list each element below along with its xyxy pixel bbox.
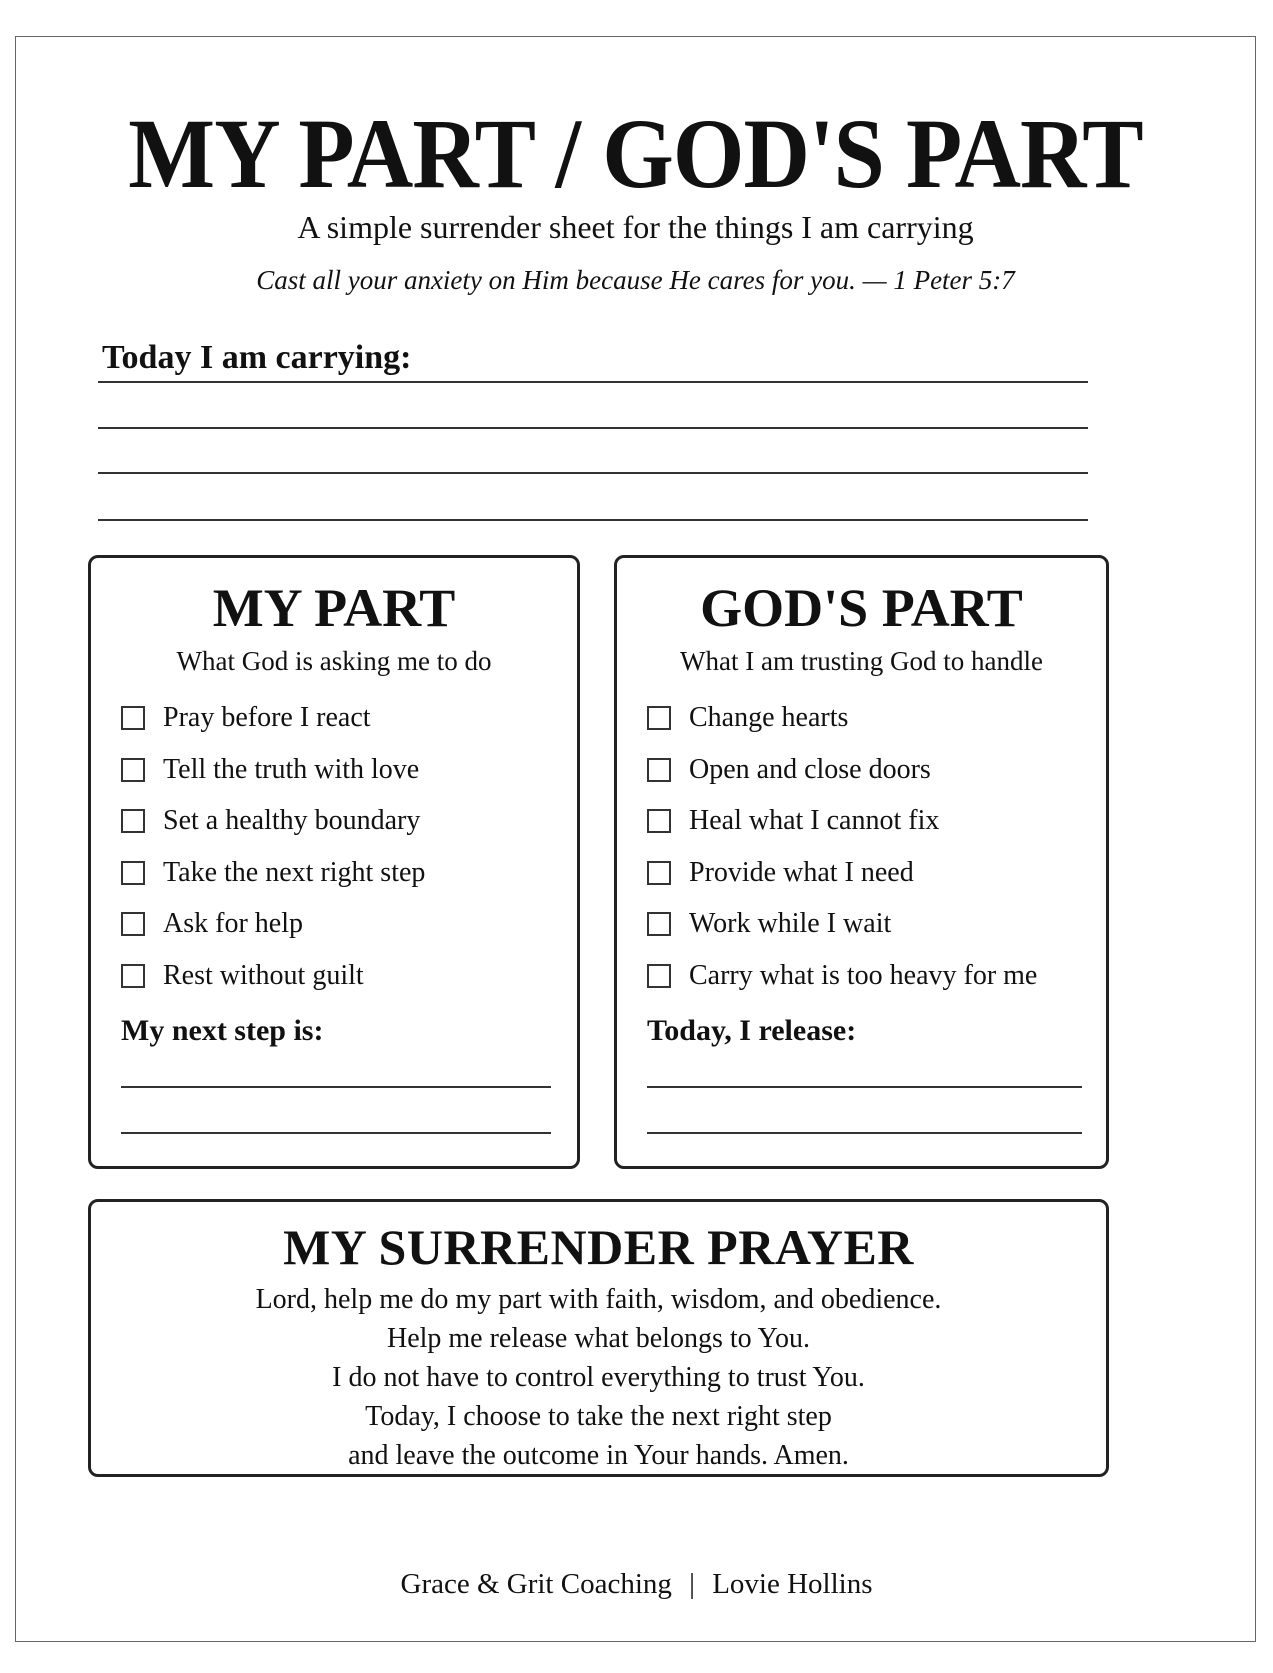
carrying-line-3[interactable] bbox=[98, 472, 1088, 474]
surrender-prayer-panel bbox=[88, 1199, 1109, 1477]
checkbox[interactable] bbox=[647, 861, 671, 885]
my-part-item-label: Pray before I react bbox=[163, 702, 371, 733]
carrying-line-4[interactable] bbox=[98, 519, 1088, 521]
footer-separator: | bbox=[689, 1568, 695, 1600]
next-step-line-1[interactable] bbox=[121, 1086, 551, 1088]
next-step-line-2[interactable] bbox=[121, 1132, 551, 1134]
footer-brand: Grace & Grit Coaching bbox=[400, 1568, 672, 1600]
my-part-item-label: Rest without guilt bbox=[163, 959, 364, 991]
checkbox[interactable] bbox=[121, 964, 145, 988]
release-line-1[interactable] bbox=[647, 1086, 1082, 1088]
carrying-label: Today I am carrying: bbox=[102, 339, 412, 376]
my-part-item-label: Tell the truth with love bbox=[163, 753, 420, 785]
gods-part-item-label: Open and close doors bbox=[689, 753, 931, 785]
footer-author: Lovie Hollins bbox=[712, 1568, 873, 1600]
my-part-panel bbox=[88, 555, 580, 1169]
checkbox[interactable] bbox=[647, 964, 671, 988]
prayer-text bbox=[91, 1280, 1106, 1475]
prayer-line: Help me release what belongs to You. bbox=[386, 1323, 811, 1354]
gods-part-panel bbox=[614, 555, 1109, 1169]
carrying-line-2[interactable] bbox=[98, 427, 1088, 429]
checkbox[interactable] bbox=[121, 809, 145, 833]
checkbox[interactable] bbox=[121, 912, 145, 936]
my-part-item-label: Set a healthy boundary bbox=[163, 805, 421, 836]
scripture-verse: Cast all your anxiety on Him because He cares for you. — 1 Peter 5:7 bbox=[256, 265, 1015, 295]
gods-part-subtitle: What I am trusting God to handle bbox=[680, 646, 1043, 676]
my-part-subtitle: What God is asking me to do bbox=[176, 646, 492, 676]
page-title: MY PART / GOD'S PART bbox=[128, 98, 1143, 209]
release-label: Today, I release: bbox=[647, 1014, 857, 1047]
gods-part-item-label: Provide what I need bbox=[689, 856, 914, 888]
page-subtitle: A simple surrender sheet for the things I am carrying bbox=[297, 209, 974, 245]
gods-part-item-label: Carry what is too heavy for me bbox=[689, 959, 1038, 991]
footer bbox=[0, 1566, 1273, 1602]
checkbox[interactable] bbox=[647, 758, 671, 782]
my-part-title: MY PART bbox=[212, 578, 456, 638]
next-step-label: My next step is: bbox=[121, 1014, 324, 1047]
gods-part-title: GOD'S PART bbox=[700, 578, 1023, 638]
prayer-line: Lord, help me do my part with faith, wisdom, and obedience. bbox=[255, 1284, 942, 1315]
checkbox[interactable] bbox=[647, 912, 671, 936]
carrying-line-1[interactable] bbox=[98, 381, 1088, 383]
my-part-item-label: Ask for help bbox=[163, 908, 303, 939]
gods-part-item-label: Change hearts bbox=[689, 702, 849, 733]
prayer-line: I do not have to control everything to trust You. bbox=[332, 1362, 865, 1393]
prayer-line: and leave the outcome in Your hands. Amen. bbox=[348, 1440, 849, 1471]
prayer-title: MY SURRENDER PRAYER bbox=[283, 1219, 914, 1275]
my-part-item-label: Take the next right step bbox=[163, 856, 426, 888]
checkbox[interactable] bbox=[647, 809, 671, 833]
worksheet-page bbox=[15, 36, 1256, 1642]
prayer-line: Today, I choose to take the next right step bbox=[365, 1401, 832, 1432]
gods-part-item-label: Work while I wait bbox=[689, 908, 892, 939]
checkbox[interactable] bbox=[647, 706, 671, 730]
checkbox[interactable] bbox=[121, 861, 145, 885]
checkbox[interactable] bbox=[121, 758, 145, 782]
release-line-2[interactable] bbox=[647, 1132, 1082, 1134]
checkbox[interactable] bbox=[121, 706, 145, 730]
gods-part-item-label: Heal what I cannot fix bbox=[689, 805, 940, 836]
